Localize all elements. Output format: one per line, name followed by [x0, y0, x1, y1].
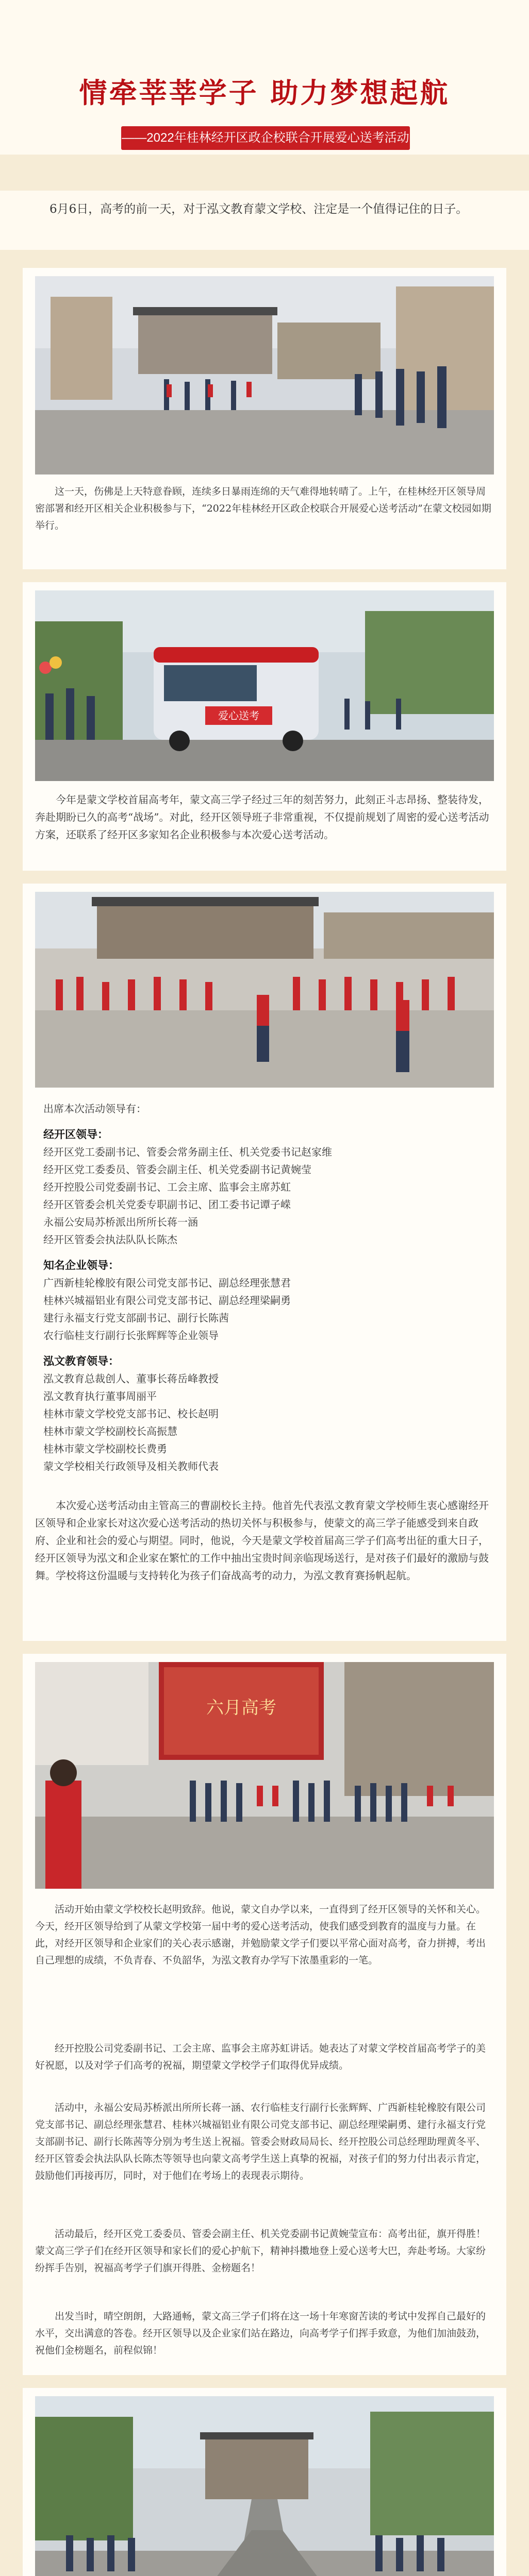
page-title: 情牵莘莘学子 助力梦想起航	[79, 76, 450, 109]
subtitle-banner: ——2022年桂林经开区政企校联合开展爱心送考活动	[121, 126, 410, 150]
paragraph-4: 活动开始由蒙文学校校长赵明致辞。他说，蒙文自办学以来，一直得到了经开区领导的关怀和关心。今天，经开区领导给到了从蒙文学校第一届中考的爱心送考活动，使我们感受到教育的温度与力量。在此，对经开区领导和企业家们的关心表示感谢，并勉励蒙文学子们要以平常心面对高考，奋力拼搏，考出自己理想的成绩，不负青春、不负韶华，为泓文教育办学写下浓墨重彩的一笔。	[35, 1904, 486, 1966]
attendee-group-2	[43, 1257, 492, 1344]
attendee-group-3	[43, 1352, 492, 1475]
attendee-line: 经开控股公司党委副书记、工会主席、监事会主席苏虹	[43, 1181, 291, 1193]
attendee-line: 农行临桂支行副行长张辉辉等企业领导	[43, 1329, 219, 1342]
attendee-line: 桂林市蒙文学校党支部书记、校长赵明	[43, 1408, 219, 1420]
photo-road-sendoff	[35, 2396, 494, 2576]
group-title: 经开区领导：	[43, 1128, 108, 1141]
photo-ceremony	[35, 892, 494, 1088]
attendee-line: 桂林市蒙文学校副校长费勇	[43, 1443, 167, 1455]
attendee-line: 经开区管委会执法队队长陈杰	[43, 1233, 177, 1246]
attendee-line: 桂林市蒙文学校副校长高振慧	[43, 1425, 177, 1437]
attendee-heading: 出席本次活动领导有：	[43, 1103, 146, 1115]
photo-speech	[35, 1662, 494, 1889]
content-card-1	[23, 268, 506, 569]
hero	[0, 0, 529, 155]
attendee-line: 建行永福支行党支部副书记、副行长陈茜	[43, 1312, 229, 1324]
attendee-line: 广西新桂轮橡胶有限公司党支部书记、副总经理张慧君	[43, 1277, 291, 1289]
attendee-line: 泓文教育总裁创人、董事长蒋岳峰教授	[43, 1372, 219, 1385]
paragraph-2: 今年是蒙文学校首届高考年，蒙文高三学子经过三年的刻苦努力，此刻正斗志昂扬、整装待发，奔赴期盼已久的高考“战场”。对此，经开区领导班子非常重视，不仅提前规划了周密的爱心送考活动方案，还联系了经开区多家知名企业积极参与本次爱心送考活动。	[35, 793, 489, 841]
group-title: 知名企业领导：	[43, 1259, 119, 1272]
content-card-5	[23, 2388, 506, 2576]
group-title: 泓文教育领导：	[43, 1354, 119, 1367]
paragraph-5: 经开控股公司党委副书记、工会主席、监事会主席苏虹讲话。她表达了对蒙文学校首届高考学子的美好祝愿，以及对学子们高考的祝福，期望蒙文学校学子们取得优异成绩。	[35, 2043, 486, 2071]
attendee-line: 永福公安局苏桥派出所所长蒋一涵	[43, 1216, 198, 1228]
bus-banner-text: 爱心送考	[218, 709, 259, 722]
attendee-line: 泓文教育执行董事周丽平	[43, 1390, 157, 1402]
attendee-line: 桂林兴城福铝业有限公司党支部书记、副总经理梁嗣勇	[43, 1294, 291, 1307]
content-card-2	[23, 582, 506, 871]
attendee-line: 经开区管委会机关党委专职副书记、团工委书记谭子嵘	[43, 1198, 291, 1211]
content-card-4	[23, 1654, 506, 2375]
photo-bus	[35, 590, 494, 781]
board-text: 六月高考	[206, 1698, 276, 1718]
paragraph-8: 出发当时，晴空朗朗，大路通畅，蒙文高三学子们将在这一场十年寒窗苦读的考试中发挥自己最好的水平，交出满意的答卷。经开区领导以及企业家们站在路边，向高考学子们挥手致意，为他们加油鼓劲，祝他们金榜题名，前程似锦！	[35, 2311, 486, 2356]
attendee-line: 经开区党工委委员、管委会副主任、机关党委副书记黄婉莹	[43, 1163, 311, 1176]
paragraph-1: 这一天，伤佛是上天特意眷顾，连续多日暴雨连绵的天气难得地转晴了。上午，在桂林经开区领导周密部署和经开区相关企业积极参与下，“2022年桂林经开区政企校联合开展爱心送考活动”在蒙文校园如期举行。	[35, 486, 491, 531]
paragraph-7: 活动最后，经开区党工委委员、管委会副主任、机关党委副书记黄婉莹宣布：高考出征，旗开得胜！蒙文高三学子们在经开区领导和家长们的爱心护航下，精神抖擞地登上爱心送考大巴，奔赴考场。大家纷纷挥手告别，祝福高考学子们旗开得胜、金榜题名！	[35, 2228, 486, 2274]
paragraph-6: 活动中，永福公安局苏桥派出所所长蒋一涵、农行临桂支行副行长张辉辉、广西新桂轮橡胶有限公司党支部书记、副总经理张慧君、桂林兴城福铝业有限公司党支部书记、副总经理梁嗣勇、建行永福支行党支部副书记、副行长陈茜等分别为考生送上祝福。管委会财政局局长、经开控股公司总经理助理黄冬平、经开区管委会执法队队长陈杰等领导也向蒙文高考学生送上真挚的祝福，对孩子们的努力付出表示肯定，鼓励他们再接再厉，同时，对于他们在考场上的表现表示期待。	[35, 2102, 486, 2181]
attendee-group-1	[43, 1126, 492, 1248]
paragraph-3: 本次爱心送考活动由主管高三的曹副校长主持。他首先代表泓文教育蒙文学校师生衷心感谢经开区领导和企业家长对这次爱心送考活动的热切关怀与积极参与，使蒙文的高三学子能感受到来自政府、企业和社会的爱心与期望。同时，他说，今天是蒙文学校首届高三学子们高考出征的重大日子，经开区领导为泓文和企业家在繁忙的工作中抽出宝贵时间亲临现场送行，是对孩子们最好的激励与鼓舞。学校将这份温暖与支持转化为孩子们奋战高考的动力，为泓文教育赛扬帆起航。	[35, 1499, 489, 1582]
attendee-line: 经开区党工委副书记、管委会常务副主任、机关党委书记赵家维	[43, 1146, 332, 1158]
content-card-3	[23, 884, 506, 1641]
intro-paragraph: 6月6日，高考的前一天，对于泓文教育蒙文学校、注定是一个值得记住的日子。	[0, 191, 529, 250]
photo-campus-gate	[35, 276, 494, 474]
attendee-line: 蒙文学校相关行政领导及相关教师代表	[43, 1460, 219, 1472]
attendee-list	[43, 1100, 492, 1492]
